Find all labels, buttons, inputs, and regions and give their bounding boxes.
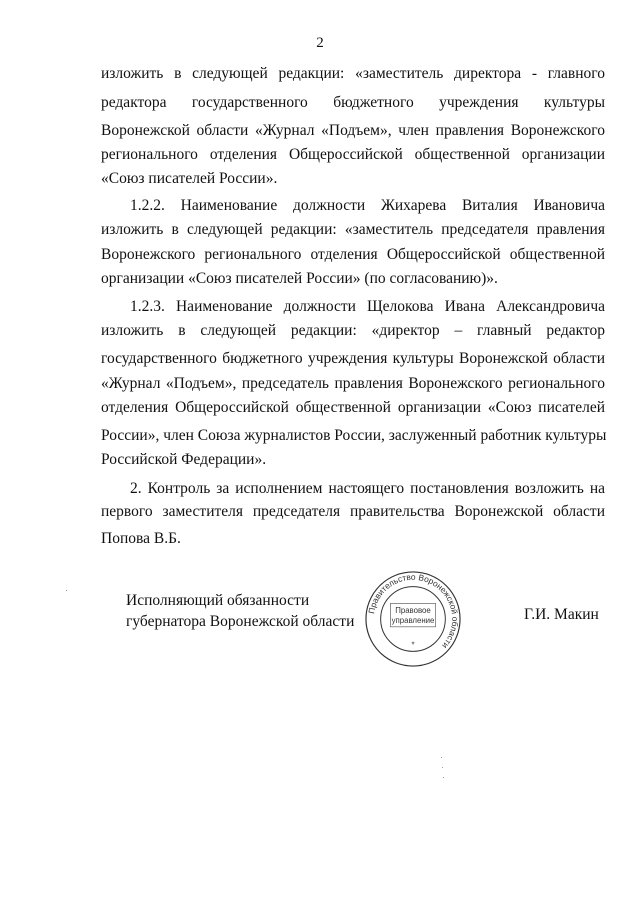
body-line: Воронежской области «Журнал «Подъем», член правления Воронежского (101, 122, 605, 139)
body-line: государственного бюджетного учреждения культуры Воронежской области (101, 350, 605, 367)
body-line: Российской Федерации». (101, 451, 267, 468)
signatory-title-line1: Исполняющий обязанности (126, 592, 310, 609)
stamp-inner-line2: управление (391, 615, 435, 625)
stamp-star: * (411, 640, 415, 650)
body-line: 1.2.2. Наименование должности Жихарева Виталия Ивановича (130, 197, 605, 214)
body-line: изложить в следующей редакции: «заместитель председателя правления (101, 221, 605, 238)
stamp-inner-line1: Правовое (395, 606, 431, 616)
body-line: России», член Союза журналистов России, заслуженный работник культуры (101, 427, 607, 444)
body-line: первого заместителя председателя правительства Воронежской области (101, 503, 605, 520)
signatory-title-line2: губернатора Воронежской области (126, 613, 355, 630)
body-line: «Журнал «Подъем», председатель правления Воронежского регионального (101, 375, 605, 392)
body-line: Попова В.Б. (101, 530, 181, 547)
scan-speck (441, 757, 442, 758)
body-line: «Союз писателей России». (101, 170, 278, 187)
signatory-title (126, 590, 354, 632)
official-stamp (364, 570, 462, 668)
page-number: 2 (316, 35, 324, 51)
body-line: изложить в следующей редакции: «директор – главный редактор (101, 322, 605, 339)
body-line: изложить в следующей редакции: «заместитель директора - главного (101, 65, 605, 82)
scan-speck (66, 590, 67, 591)
body-line: отделения Общероссийской общественной организации «Союз писателей (101, 399, 605, 416)
scan-speck (442, 767, 443, 768)
body-line: 2. Контроль за исполнением настоящего постановления возложить на (130, 480, 605, 497)
body-line: регионального отделения Общероссийской общественной организации (101, 146, 605, 163)
stamp-outer-text: Правительство Воронежской области (366, 571, 461, 651)
body-line: редактора государственного бюджетного учреждения культуры (101, 94, 605, 111)
body-line: Воронежского регионального отделения Общероссийской общественной (101, 246, 605, 263)
body-line: 1.2.3. Наименование должности Щелокова Ивана Александровича (130, 298, 605, 315)
signatory-name: Г.И. Макин (524, 606, 599, 623)
scan-speck (443, 777, 444, 778)
body-line: организации «Союз писателей России» (по согласованию)». (101, 270, 498, 287)
